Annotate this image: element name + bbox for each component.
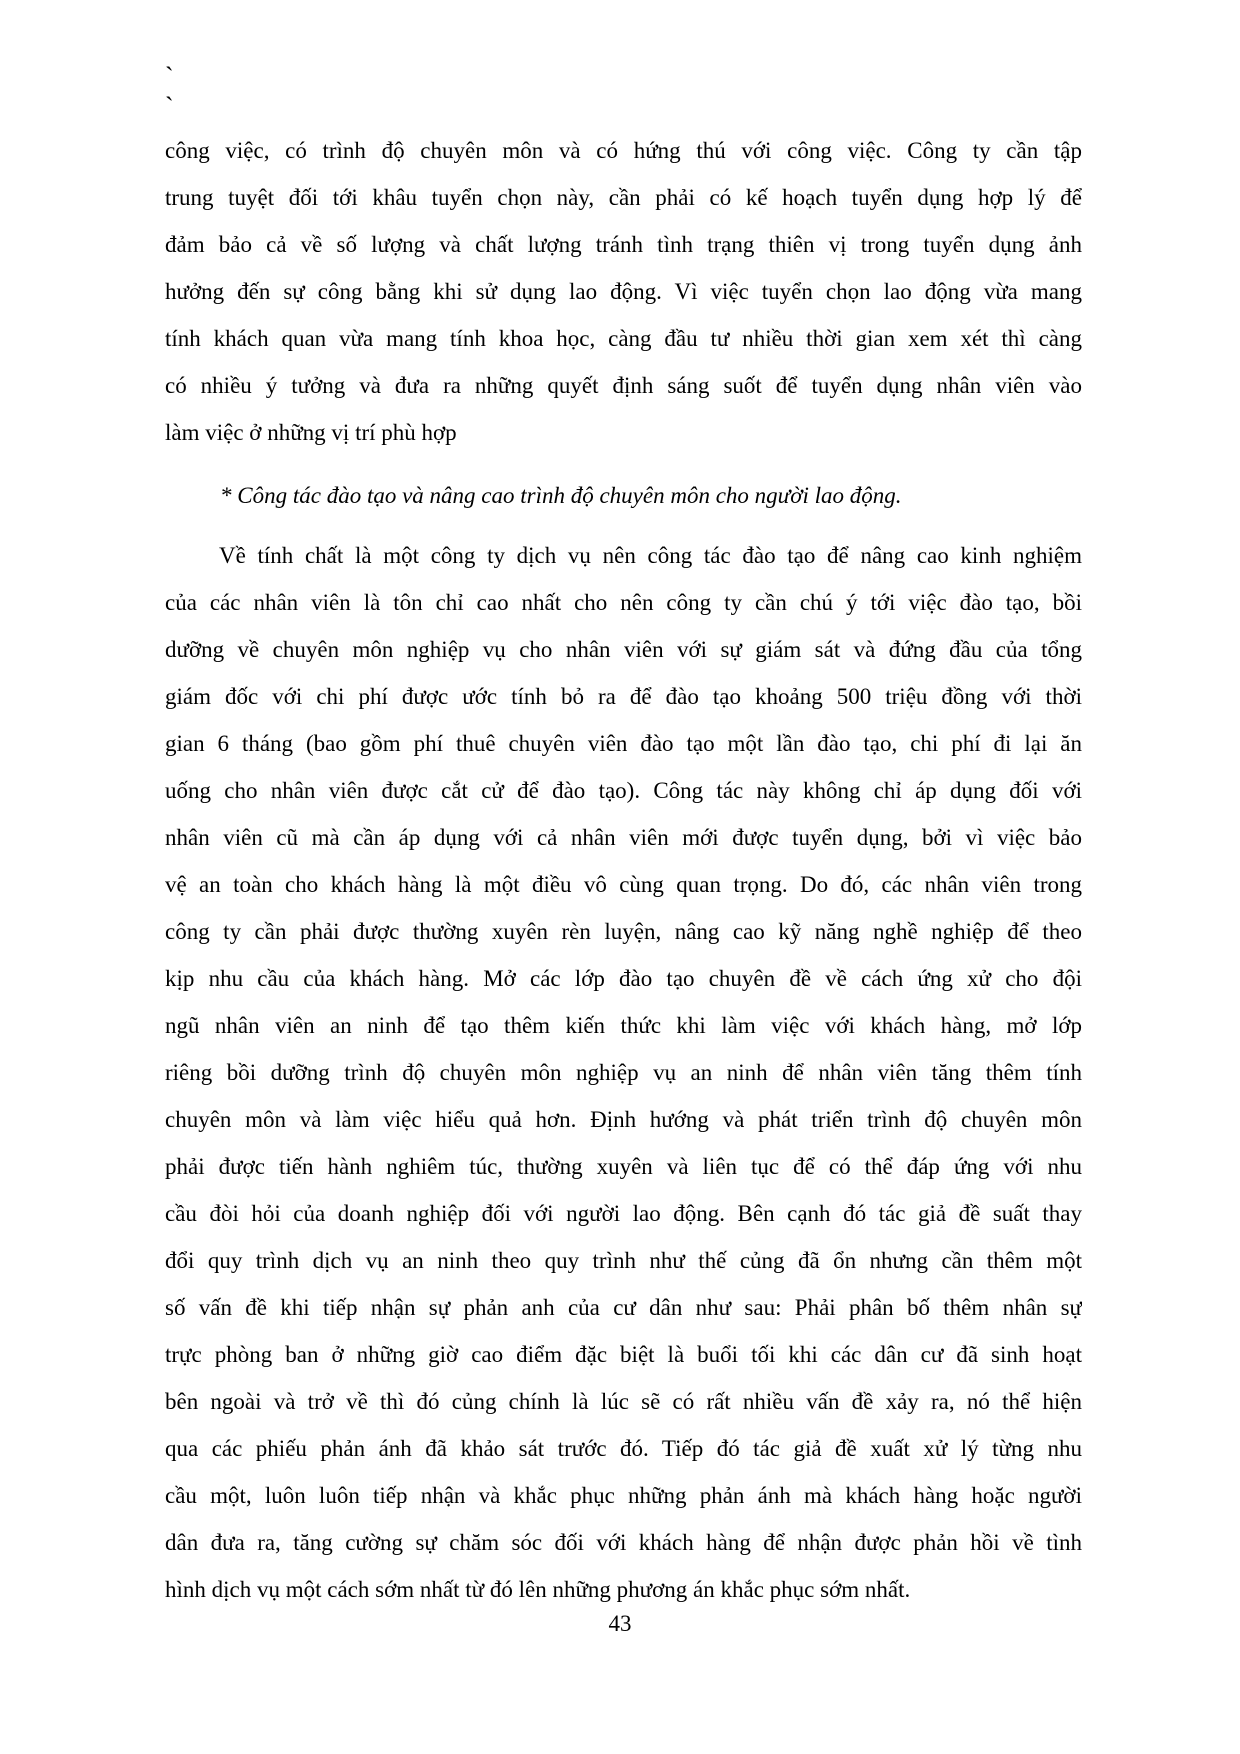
text-line: chuyên môn và làm việc hiểu quả hơn. Định hướng và phát triển trình độ chuyên môn [165,1107,1082,1132]
text-line: Về tính chất là một công ty dịch vụ nên công tác đào tạo để nâng cao kinh nghiệm [219,543,1082,568]
stray-mark: ` [165,62,174,91]
section-heading [165,472,1082,519]
text-line: giám đốc với chi phí được ước tính bỏ ra để đào tạo khoảng 500 triệu đồng với thời [165,684,1082,709]
stray-marks [165,62,174,122]
text-line: làm việc ở những vị trí phù hợp [165,420,457,445]
text-line: riêng bồi dưỡng trình độ chuyên môn nghiệp vụ an ninh để nhân viên tăng thêm tính [165,1060,1082,1085]
text-line: đổi quy trình dịch vụ an ninh theo quy trình như thế củng đã ổn nhưng cần thêm một [165,1248,1082,1273]
text-line: đảm bảo cả về số lượng và chất lượng tránh tình trạng thiên vị trong tuyển dụng ảnh [165,232,1082,257]
paragraph [165,532,1082,1613]
text-line: nhân viên cũ mà cần áp dụng với cả nhân viên mới được tuyển dụng, bởi vì việc bảo [165,825,1082,850]
text-line: trung tuyệt đối tới khâu tuyển chọn này, cần phải có kế hoạch tuyển dụng hợp lý để [165,185,1082,210]
text-line: cầu một, luôn luôn tiếp nhận và khắc phục những phản ánh mà khách hàng hoặc người [165,1483,1082,1508]
text-line: công việc, có trình độ chuyên môn và có hứng thú với công việc. Công ty cần tập [165,138,1082,163]
text-line: công ty cần phải được thường xuyên rèn luyện, nâng cao kỹ năng nghề nghiệp để theo [165,919,1082,944]
text-line: trực phòng ban ở những giờ cao điểm đặc biệt là buổi tối khi các dân cư đã sinh hoạt [165,1342,1082,1367]
text-line: có nhiều ý tưởng và đưa ra những quyết định sáng suốt để tuyển dụng nhân viên vào [165,373,1082,398]
text-line: uống cho nhân viên được cắt cử để đào tạo). Công tác này không chỉ áp dụng đối với [165,778,1082,803]
text-line: vệ an toàn cho khách hàng là một điều vô cùng quan trọng. Do đó, các nhân viên trong [165,872,1082,897]
text-line: gian 6 tháng (bao gồm phí thuê chuyên viên đào tạo một lần đào tạo, chi phí đi lại ăn [165,731,1082,756]
text-body [165,127,1082,1613]
text-line: * Công tác đào tạo và nâng cao trình độ chuyên môn cho người lao động. [220,483,902,508]
paragraph [165,127,1082,456]
text-line: cầu đòi hỏi của doanh nghiệp đối với người lao động. Bên cạnh đó tác giả đề suất thay [165,1201,1082,1226]
stray-mark: ` [165,92,174,121]
text-line: kịp nhu cầu của khách hàng. Mở các lớp đào tạo chuyên đề về cách ứng xử cho đội [165,966,1082,991]
text-line: của các nhân viên là tôn chỉ cao nhất cho nên công ty cần chú ý tới việc đào tạo, bồi [165,590,1082,615]
text-line: dưỡng về chuyên môn nghiệp vụ cho nhân viên với sự giám sát và đứng đầu của tổng [165,637,1082,662]
text-line: phải được tiến hành nghiêm túc, thường xuyên và liên tục để có thể đáp ứng với nhu [165,1154,1082,1179]
text-line: số vấn đề khi tiếp nhận sự phản anh của cư dân như sau: Phải phân bố thêm nhân sự [165,1295,1082,1320]
text-line: dân đưa ra, tăng cường sự chăm sóc đối với khách hàng để nhận được phản hồi về tình [165,1530,1082,1555]
text-line: tính khách quan vừa mang tính khoa học, càng đầu tư nhiều thời gian xem xét thì càng [165,326,1082,351]
text-line: hình dịch vụ một cách sớm nhất từ đó lên những phương án khắc phục sớm nhất. [165,1577,911,1602]
text-line: bên ngoài và trở về thì đó củng chính là lúc sẽ có rất nhiều vấn đề xảy ra, nó thể hiện [165,1389,1082,1414]
text-line: hưởng đến sự công bằng khi sử dụng lao động. Vì việc tuyển chọn lao động vừa mang [165,279,1082,304]
page-number: 43 [608,1611,632,1636]
text-line: qua các phiếu phản ánh đã khảo sát trước đó. Tiếp đó tác giả đề xuất xử lý từng nhu [165,1436,1082,1461]
text-line: ngũ nhân viên an ninh để tạo thêm kiến thức khi làm việc với khách hàng, mở lớp [165,1013,1082,1038]
